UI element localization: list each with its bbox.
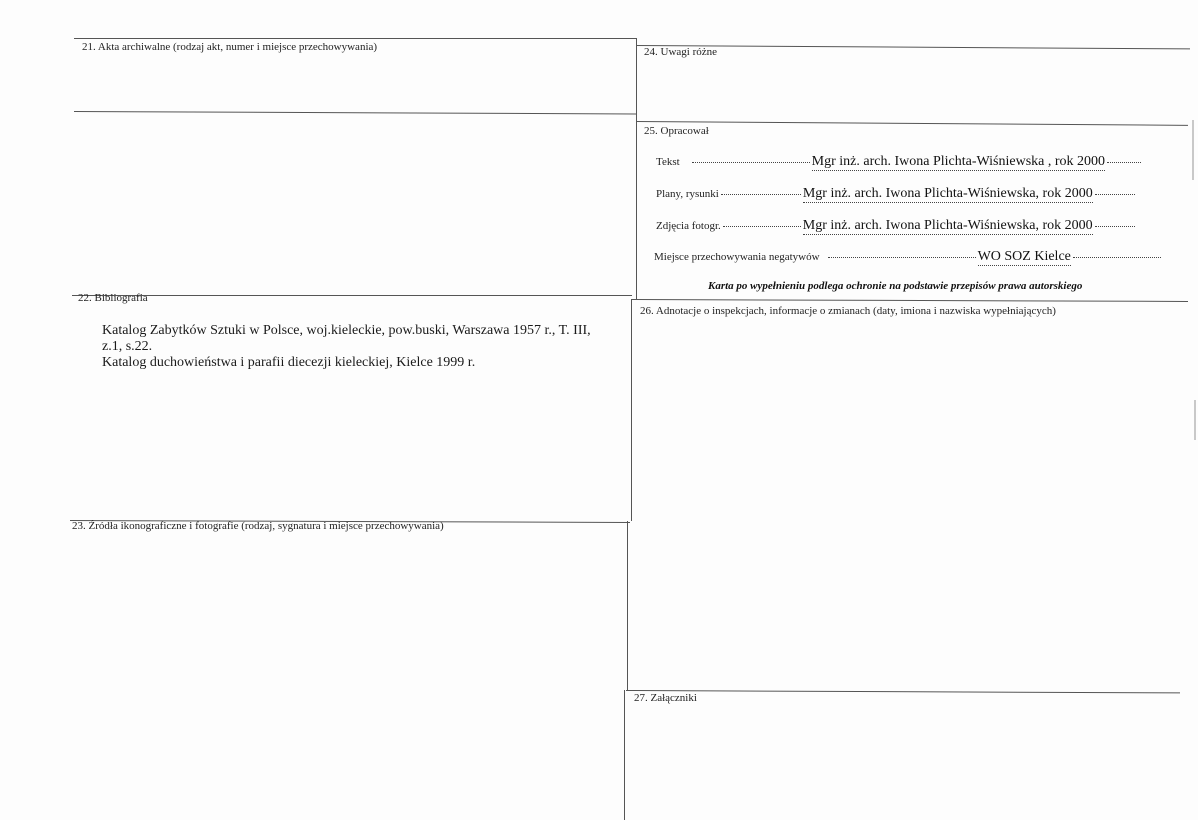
author-row-negatives (654, 249, 1163, 266)
section-26-label: 26. Adnotacje o inspekcjach, informacje o zmianach (daty, imiona i nazwiska wypełniających) (640, 305, 1056, 317)
field-plans-label: Plany, rysunki (656, 188, 719, 200)
dot-leader (1107, 161, 1141, 163)
copyright-note: Karta po wypełnieniu podlega ochronie na podstawie przepisów prawa autorskiego (708, 280, 1083, 292)
field-plans-value: Mgr inż. arch. Iwona Plichta-Wiśniewska, rok 2000 (802, 186, 1093, 201)
dot-leader (721, 193, 801, 195)
dot-leader (1073, 256, 1161, 258)
bibliography-line-1: Katalog Zabytków Sztuki w Polsce, woj.kieleckie, pow.buski, Warszawa 1957 r., T. III, (102, 323, 591, 338)
center-divider (636, 38, 637, 299)
section-22-label: 22. Bibliografia (78, 292, 148, 304)
field-negatives-value: WO SOZ Kielce (977, 249, 1071, 264)
section-27-label: 27. Załączniki (634, 692, 697, 704)
section-23-label: 23. Źródła ikonograficzne i fotografie (rodzaj, sygnatura i miejsce przechowywania) (72, 520, 444, 532)
field-text-value: Mgr inż. arch. Iwona Plichta-Wiśniewska , rok 2000 (811, 154, 1106, 169)
author-row-photos (656, 218, 1137, 235)
divider-21 (74, 111, 636, 114)
center-divider-mid (631, 299, 632, 521)
divider-24 (636, 121, 1188, 126)
bibliography-line-3: Katalog duchowieństwa i parafii diecezji kieleckiej, Kielce 1999 r. (102, 355, 476, 370)
scan-edge-mark (1192, 120, 1194, 180)
field-photos-label: Zdjęcia fotogr. (656, 220, 721, 232)
dot-leader (692, 161, 810, 163)
divider-26 (632, 299, 1188, 302)
dot-leader (828, 256, 976, 258)
scan-edge-mark (1194, 400, 1196, 440)
author-row-text (656, 154, 1143, 171)
author-row-plans (656, 186, 1137, 203)
field-negatives-label: Miejsce przechowywania negatywów (654, 251, 820, 263)
section-21-label: 21. Akta archiwalne (rodzaj akt, numer i miejsce przechowywania) (82, 41, 378, 53)
center-divider-low (627, 521, 628, 691)
dot-leader (1095, 193, 1135, 195)
bibliography-line-2: z.1, s.22. (102, 339, 153, 354)
center-divider-bottom (624, 690, 625, 820)
divider-27 (626, 690, 1180, 693)
top-border-right (636, 45, 1190, 49)
field-photos-value: Mgr inż. arch. Iwona Plichta-Wiśniewska, rok 2000 (802, 218, 1093, 233)
divider-22 (72, 295, 632, 296)
section-25-label: 25. Opracował (644, 125, 709, 137)
dot-leader (1095, 225, 1135, 227)
dot-leader (723, 225, 801, 227)
field-text-label: Tekst (656, 156, 680, 168)
top-border-left (74, 38, 636, 39)
section-24-label: 24. Uwagi różne (644, 46, 718, 58)
